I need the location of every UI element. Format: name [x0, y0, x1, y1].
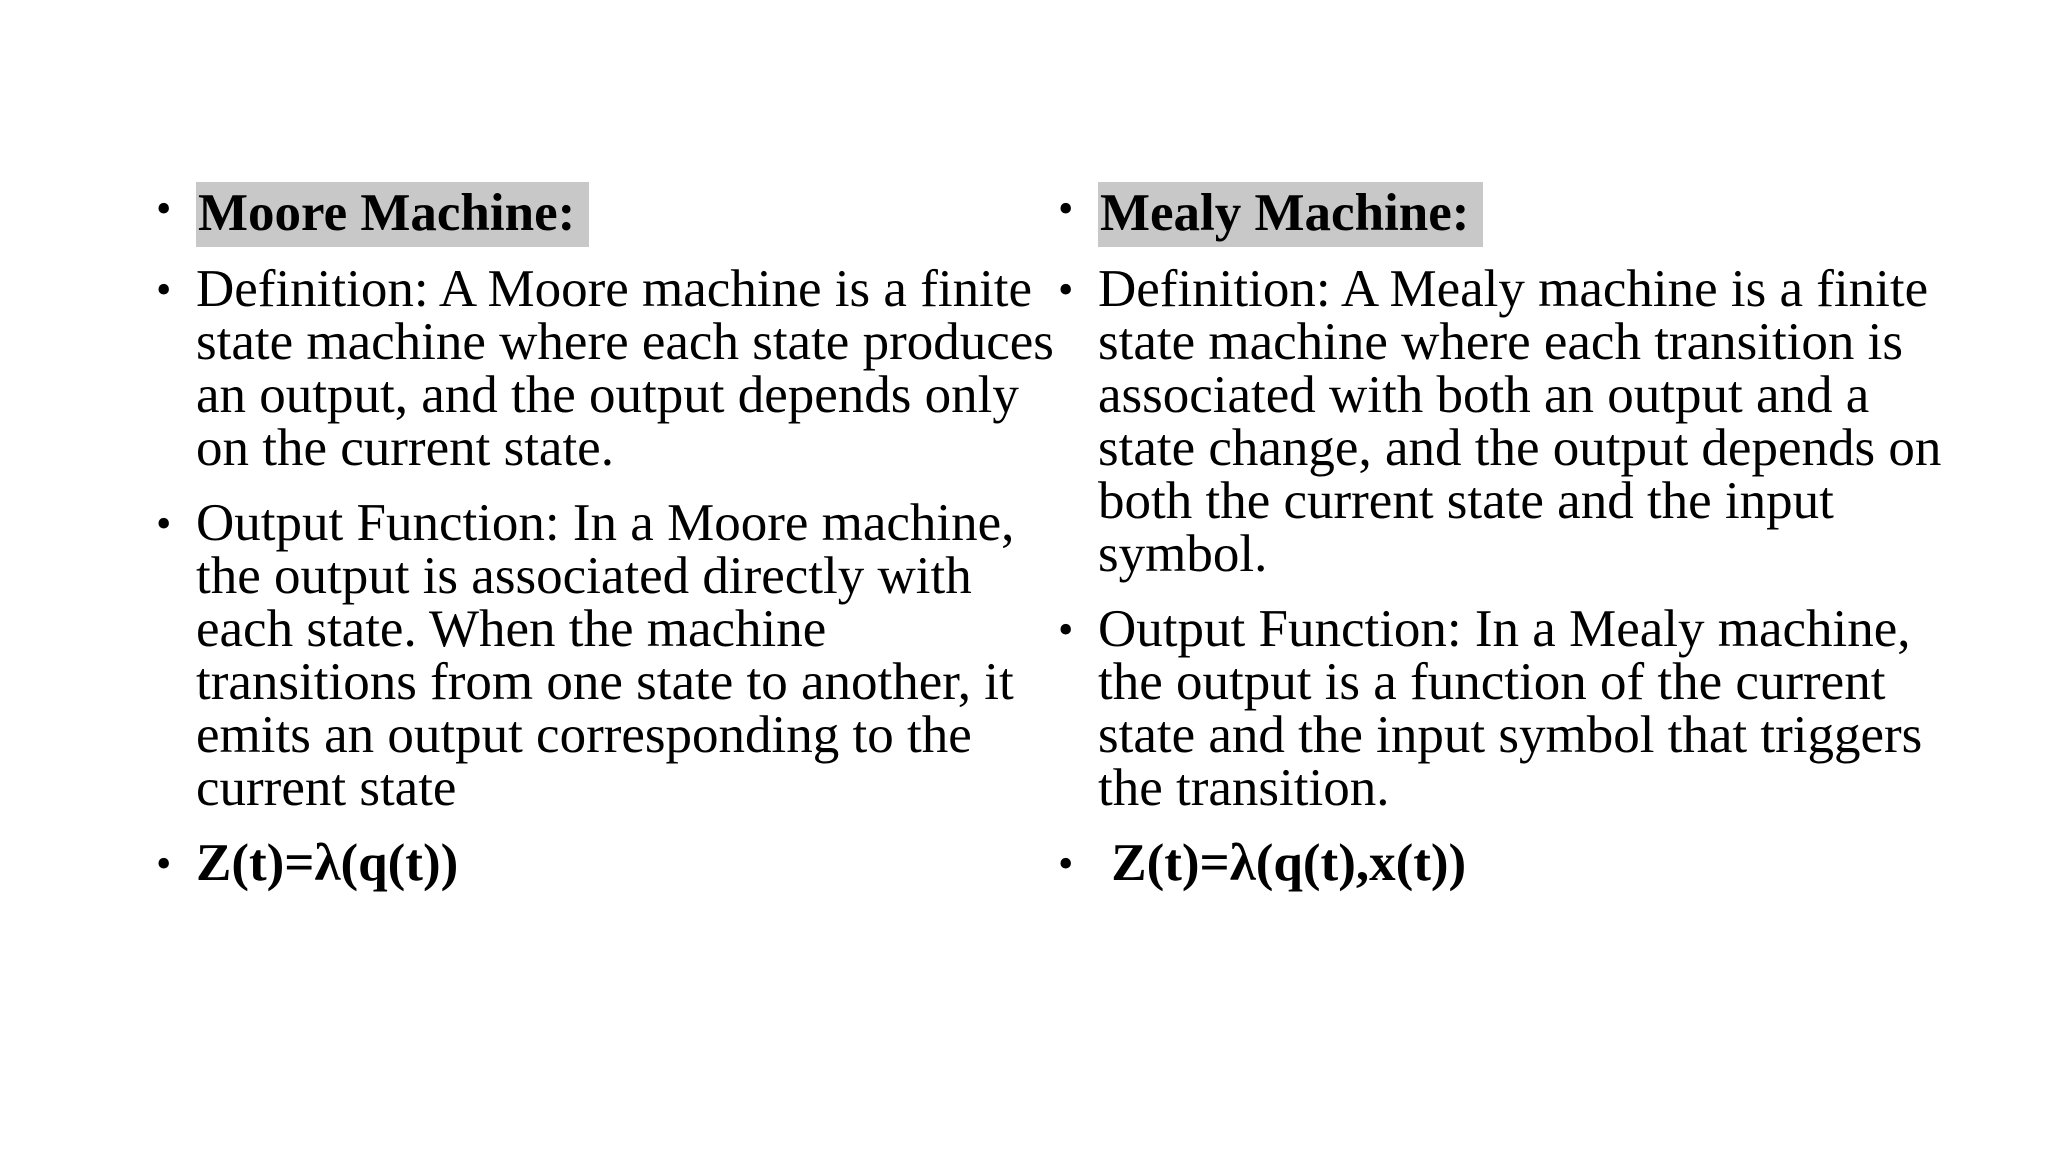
mealy-output-function: Output Function: In a Mealy machine, the output is a function of the current state and the input symbol that triggers the transition.: [1098, 600, 1923, 817]
mealy-formula: Z(t)=λ(q(t),x(t)): [1098, 834, 1467, 892]
moore-definition-item: [156, 260, 1056, 477]
bullet-icon: •: [156, 265, 172, 314]
moore-definition: Definition: A Moore machine is a finite state machine where each state produces an output, and the output depends only on the current state.: [196, 260, 1054, 477]
bullet-icon: •: [156, 499, 172, 548]
moore-formula: Z(t)=λ(q(t)): [196, 834, 459, 892]
mealy-formula-item: [1058, 834, 1958, 892]
moore-output-function: Output Function: In a Moore machine, the output is associated directly with each state. When the machine transitions from one state to another, it emits an output corresponding to the current state: [196, 494, 1015, 817]
bullet-icon: •: [1058, 839, 1074, 888]
bullet-icon: •: [1058, 265, 1074, 314]
bullet-icon: •: [156, 184, 172, 233]
bullet-icon: •: [1058, 184, 1074, 233]
moore-heading-item: [156, 182, 1056, 247]
moore-formula-item: [156, 834, 1056, 892]
mealy-output-function-item: [1058, 600, 1958, 817]
mealy-definition: Definition: A Mealy machine is a finite state machine where each transition is associated with both an output and a state change, and the output depends on both the current state and the input symbol.: [1098, 260, 1942, 583]
mealy-column: [1058, 182, 1958, 890]
bullet-icon: •: [156, 839, 172, 888]
mealy-definition-item: [1058, 260, 1958, 583]
mealy-heading-item: [1058, 182, 1958, 247]
mealy-heading: Mealy Machine:: [1098, 182, 1483, 247]
moore-output-function-item: [156, 494, 1056, 817]
moore-column: [156, 182, 1056, 890]
bullet-icon: •: [1058, 605, 1074, 654]
moore-heading: Moore Machine:: [196, 182, 589, 247]
